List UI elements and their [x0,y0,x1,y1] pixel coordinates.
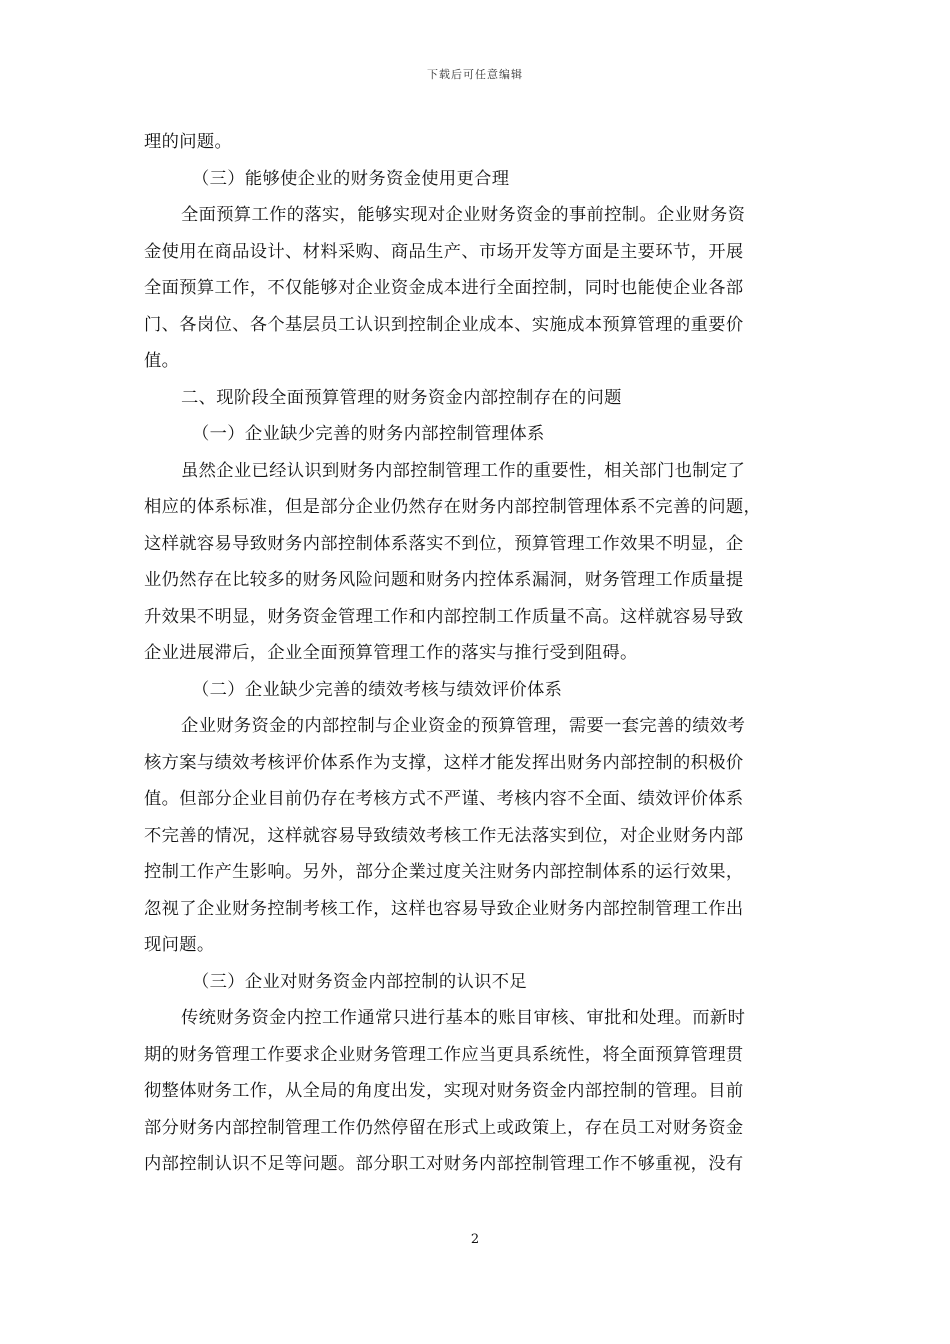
text-line: 现问题。 [144,935,215,955]
text-line: 部分财务内部控制管理工作仍然停留在形式上或政策上，存在员工对财务资金 [144,1117,744,1138]
text-line: 控制工作产生影响。另外，部分企業过度关注财务内部控制体系的运行效果， [144,862,744,882]
text-line: 全面预算工作，不仅能够对企业资金成本进行全面控制，同时也能使企业各部 [144,278,744,298]
text-line: 忽视了企业财务控制考核工作，这样也容易导致企业财务内部控制管理工作出 [144,898,744,919]
text-line: 企业进展滞后，企业全面预算管理工作的落实与推行受到阻碍。 [144,643,638,663]
text-line: 门、各岗位、各个基层员工认识到控制企业成本、实施成本预算管理的重要价 [144,314,744,335]
paragraph-start-line: 虽然企业已经认识到财务内部控制管理工作的重要性，相关部门也制定了 [181,460,746,481]
document-body [144,124,806,1183]
text-line: 理的问题。 [144,132,233,152]
paragraph-start-line: 企业财务资金的内部控制与企业资金的预算管理，需要一套完善的绩效考 [181,716,746,736]
section-heading: （三）企业对财务资金内部控制的认识不足 [192,971,527,992]
text-line: 期的财务管理工作要求企业财务管理工作应当更具系统性，将全面预算管理贯 [144,1044,744,1065]
text-line: 相应的体系标准，但是部分企业仍然存在财务内部控制管理体系不完善的问题， [144,497,762,517]
text-line: 值。 [144,351,180,371]
text-line: 金使用在商品设计、材料采购、商品生产、市场开发等方面是主要环节，开展 [144,241,744,262]
text-line: 彻整体财务工作，从全局的角度出发，实现对财务资金内部控制的管理。目前 [144,1081,744,1101]
paragraph-start-line: 全面预算工作的落实，能够实现对企业财务资金的事前控制。企业财务资 [181,205,746,225]
text-line: 核方案与绩效考核评价体系作为支撑，这样才能发挥出财务内部控制的积极价 [144,752,744,773]
page-header: 下载后可任意编辑 [427,68,523,81]
text-line: 不完善的情况，这样就容易导致绩效考核工作无法落实到位，对企业财务内部 [144,825,744,846]
text-line: 内部控制认识不足等问题。部分职工对财务内部控制管理工作不够重视，没有 [144,1154,744,1174]
section-heading: （一）企业缺少完善的财务内部控制管理体系 [192,424,545,444]
text-line: 值。但部分企业目前仍存在考核方式不严谨、考核内容不全面、绩效评价体系 [144,789,744,809]
text-line: 这样就容易导致财务内部控制体系落实不到位，预算管理工作效果不明显，企 [144,533,744,554]
page-number: 2 [470,1232,480,1247]
section-heading: （二）企业缺少完善的绩效考核与绩效评价体系 [192,679,563,700]
paragraph-start-line: 传统财务资金内控工作通常只进行基本的账目审核、审批和处理。而新时 [181,1008,746,1028]
section-heading: （三）能够使企业的财务资金使用更合理 [192,168,510,189]
text-line: 升效果不明显，财务资金管理工作和内部控制工作质量不高。这样就容易导致 [144,606,744,627]
paragraph-start-line: 二、现阶段全面预算管理的财务资金内部控制存在的问题 [181,387,622,408]
text-line: 业仍然存在比较多的财务风险问题和财务内控体系漏洞，财务管理工作质量提 [144,570,744,590]
